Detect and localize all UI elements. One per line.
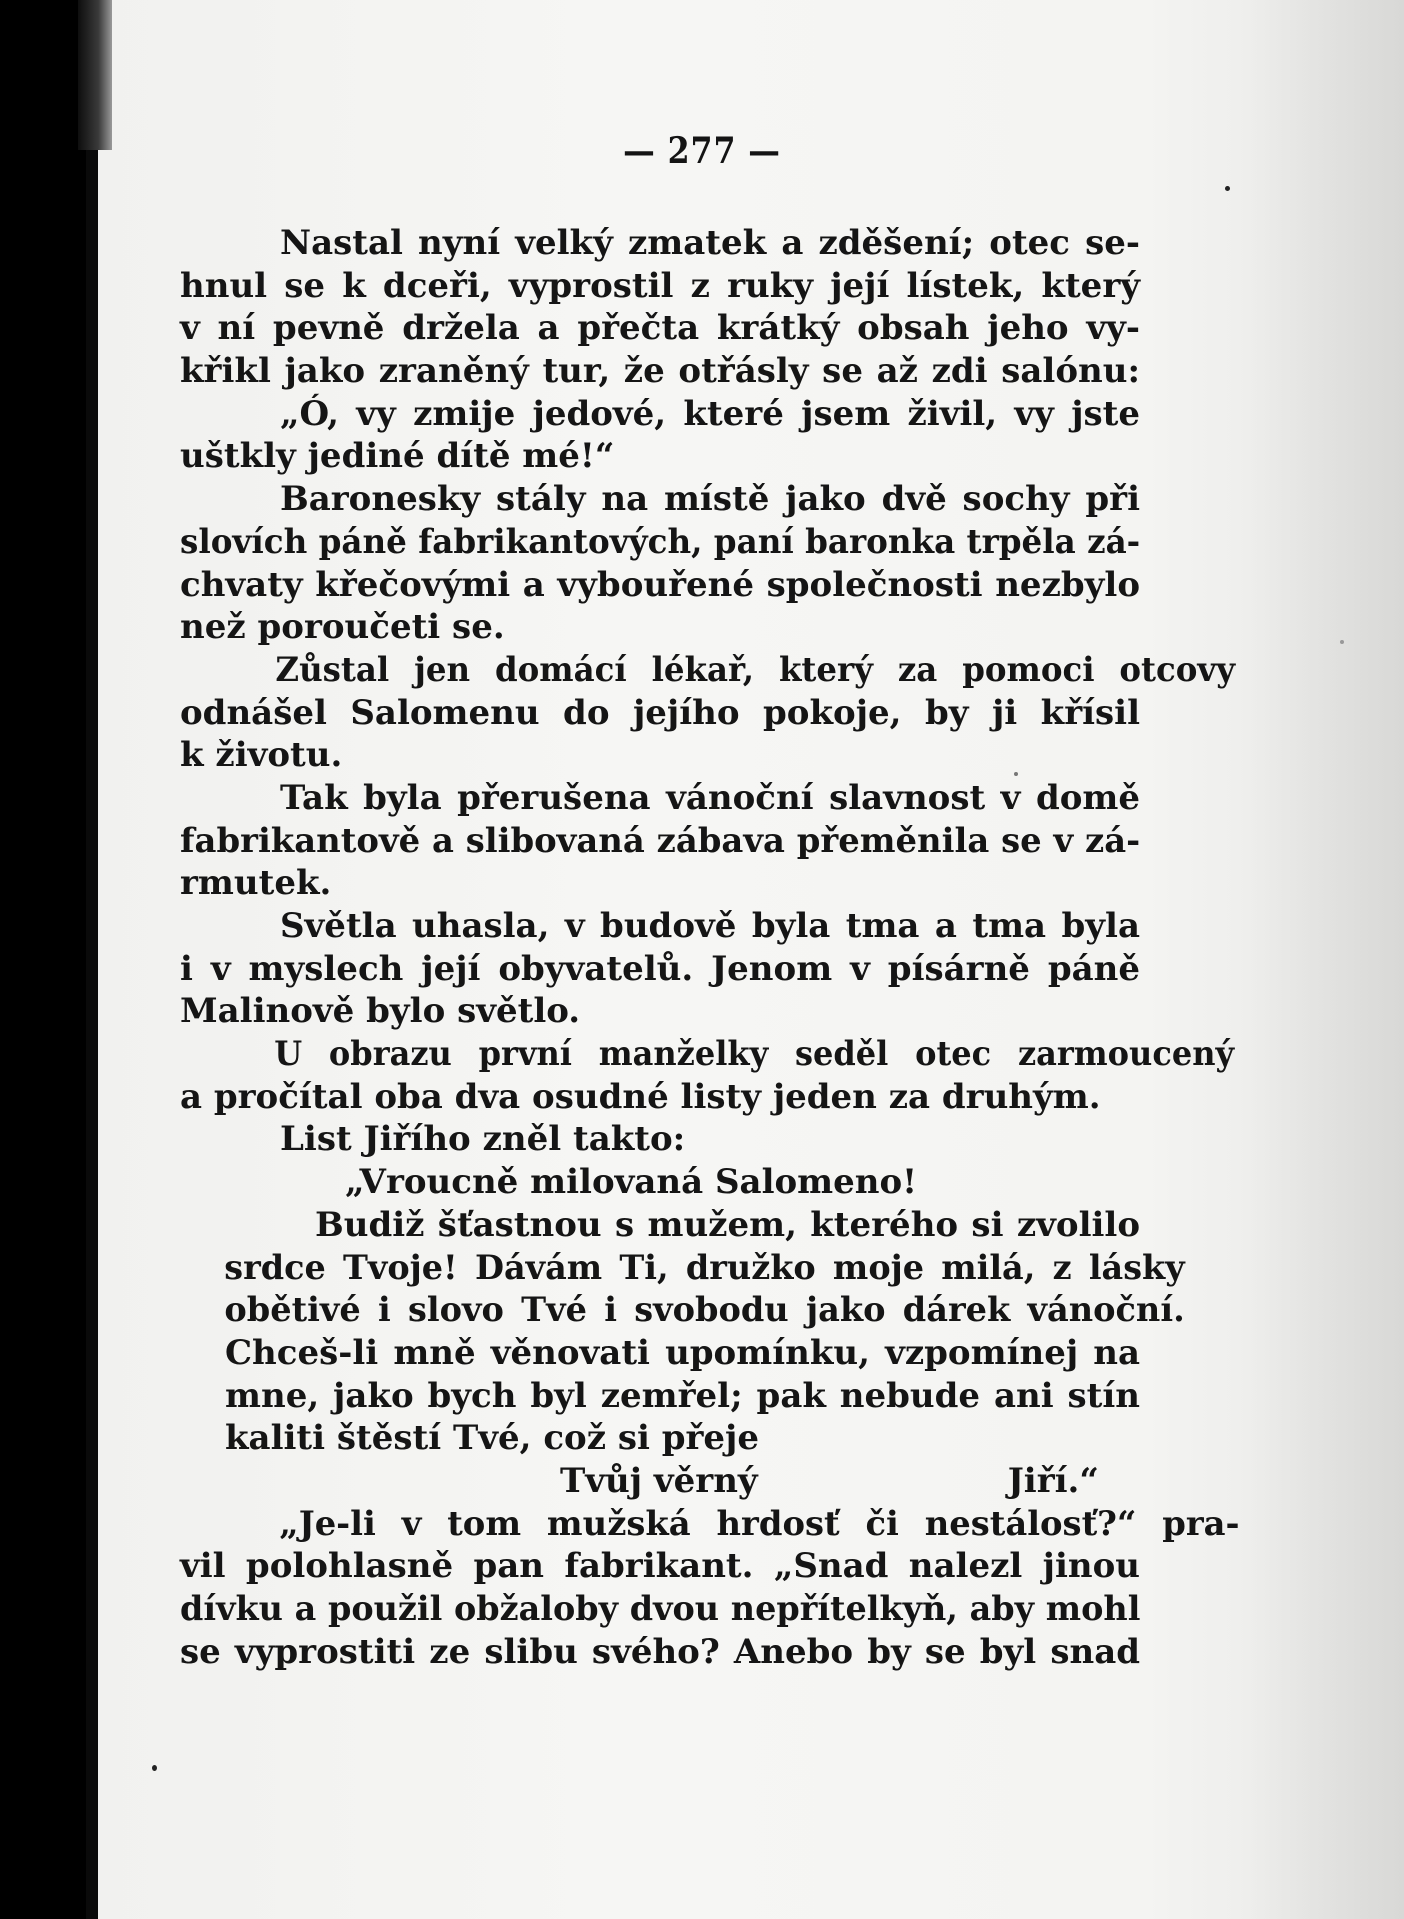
text-line: U obrazu první manželky seděl otec zarmoucený	[274, 1034, 1235, 1075]
text-line: obětivé i slovo Tvé i svobodu jako dárek vánoční.	[224, 1290, 1185, 1331]
text-line: mne, jako bych byl zemřel; pak nebude ani stín	[225, 1375, 1140, 1416]
signature-left: Tvůj věrný	[560, 1460, 758, 1501]
text-line: k životu.	[180, 735, 343, 776]
text-line: křikl jako zraněný tur, že otřásly se až zdi salónu:	[180, 351, 1140, 392]
text-line: slovích páně fabrikantových, paní baronka trpěla zá-	[180, 521, 1141, 562]
gutter-line	[86, 150, 98, 1919]
signature-right: Jiří.“	[1007, 1460, 1099, 1501]
paper-speck	[1014, 772, 1018, 776]
paragraphs-after-signature	[180, 1503, 1240, 1674]
paper-speck	[1340, 640, 1344, 644]
text-line: se vyprostiti ze slibu svého? Anebo by se byl snad	[180, 1631, 1140, 1672]
text-line: Chceš-li mně věnovati upomínku, vzpomínej na	[225, 1332, 1140, 1373]
text-line: chvaty křečovými a vybouřené společnosti nezbylo	[180, 564, 1140, 605]
text-line: odnášel Salomenu do jejího pokoje, by ji křísil	[180, 692, 1140, 733]
text-line: i v myslech její obyvatelů. Jenom v písárně páně	[180, 948, 1140, 989]
text-line: hnul se k dceři, vyprostil z ruky její lístek, který	[180, 265, 1140, 306]
text-line: Zůstal jen domácí lékař, který za pomoci otcovy	[275, 649, 1236, 690]
text-line: „Je-li v tom mužská hrdosť či nestálosť?“ pra-	[279, 1503, 1240, 1544]
text-line: a pročítal oba dva osudné listy jeden za druhým.	[180, 1076, 1101, 1117]
text-line: rmutek.	[180, 863, 332, 904]
text-line: Tak byla přerušena vánoční slavnost v domě	[280, 777, 1140, 818]
letter-signature	[180, 1460, 1140, 1503]
text-line: List Jiřího zněl takto:	[280, 1119, 686, 1160]
text-line: Malinově bylo světlo.	[180, 991, 581, 1032]
paper-speck	[152, 1765, 157, 1771]
text-line: Světla uhasla, v budově byla tma a tma byla	[280, 906, 1140, 946]
text-line: dívku a použil obžaloby dvou nepřítelkyň, aby mohl	[180, 1589, 1141, 1629]
page-number: — 277 —	[623, 130, 781, 172]
text-line: fabrikantově a slibovaná zábava přeměnila se v zá-	[180, 820, 1141, 861]
binding-edge	[78, 0, 112, 150]
paragraphs-before-signature	[180, 222, 1236, 1460]
text-line: vil polohlasně pan fabrikant. „Snad nalezl jinou	[180, 1546, 1140, 1587]
text-line: Nastal nyní velký zmatek a zděšení; otec se-	[280, 223, 1140, 263]
text-line: v ní pevně držela a přečta krátký obsah jeho vy-	[180, 308, 1140, 349]
text-line: Budiž šťastnou s mužem, kterého si zvolilo	[315, 1204, 1140, 1245]
text-line: „Ó, vy zmije jedové, které jsem živil, vy jste	[280, 393, 1140, 434]
text-line: „Vroucně milovaná Salomeno!	[345, 1162, 918, 1203]
page-edge-shadow	[1244, 0, 1404, 1919]
text-line: Baronesky stály na místě jako dvě sochy při	[280, 479, 1140, 520]
paper-speck	[1225, 186, 1230, 191]
text-line: srdce Tvoje! Dávám Ti, družko moje milá, z lásky	[224, 1247, 1185, 1288]
text-line: kaliti štěstí Tvé, což si přeje	[225, 1418, 759, 1459]
body-text	[180, 222, 1240, 1673]
text-line: uštkly jediné dítě mé!“	[180, 436, 615, 477]
text-line: než poroučeti se.	[180, 607, 505, 648]
